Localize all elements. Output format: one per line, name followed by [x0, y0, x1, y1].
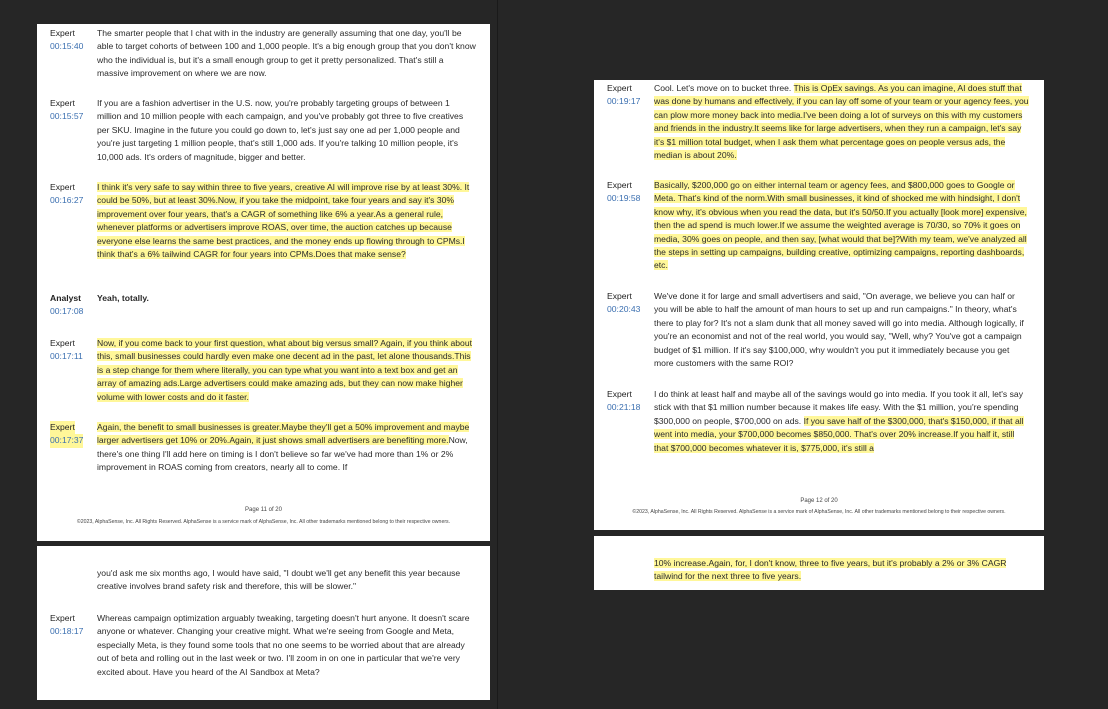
text-segment: Whereas campaign optimization arguably tweaking, targeting doesn't hurt anyone. It doesn't scare anyone or whatever. Changing your creative might. What we're seeing from Google and Meta, especially Meta, is they found some tools that no one seems to be worried about that are already out of beta and rolling out in the last week or two. I'll zoom in on one in particular that we're very excited about. Have you heard of the AI Sandbox at Meta?	[97, 613, 470, 677]
speaker-role: Analyst	[50, 293, 82, 303]
viewer-divider	[497, 0, 498, 709]
speaker-role: Expert	[607, 389, 632, 399]
entry-text	[97, 421, 476, 475]
page-footer: ©2023, AlphaSense, Inc. All Rights Reserved. AlphaSense is a service mark of AlphaSense, Inc. All other trademarks mentioned belong to their respective owners.	[632, 509, 1006, 515]
timestamp: 00:17:37	[50, 434, 83, 447]
entry-text	[97, 337, 476, 404]
timestamp: 00:19:17	[607, 96, 641, 107]
speaker-info	[607, 388, 651, 415]
page-11	[37, 24, 490, 541]
page-footer: ©2023, AlphaSense, Inc. All Rights Reserved. AlphaSense is a service mark of AlphaSense, Inc. All other trademarks mentioned belong to their respective owners.	[76, 519, 451, 525]
highlighted-text: 10% increase.Again, for, I don't know, three to five years, but it's probably a 2% or 3% CAGR tailwind for the next three to five years.	[654, 558, 1007, 582]
entry-text	[654, 290, 1030, 370]
entry-text	[97, 292, 476, 305]
text-segment: Yeah, totally.	[97, 293, 149, 303]
page-12-continuation	[37, 546, 490, 700]
entry-text	[97, 567, 476, 594]
timestamp: 00:17:11	[50, 351, 83, 362]
timestamp: 00:20:43	[607, 304, 641, 315]
speaker-info	[50, 337, 94, 364]
timestamp: 00:19:58	[607, 193, 641, 204]
page-12	[594, 80, 1044, 530]
entry-text	[654, 557, 1030, 584]
highlighted-text: This is OpEx savings. As you can imagine, AI does stuff that was done by humans and effectively, if you can lay off some of your team or your agency fees, you can plow more money back into media.I've been doing a lot of surveys on this with my customers and friends in the industry.It seems like for large advertisers, when they run a campaign, let's say it's $1 million total budget, when I ask them what percentage goes on people versus ads, the median is about 20%.	[654, 83, 1029, 161]
text-segment: I do think at least half and maybe all of the savings would go into media. If you took it all, let's say stick with that $1 million number because it makes life easy. With the $1 million, you're spending $300,000 on people, $700,000 on ads.	[654, 389, 1023, 426]
speaker-info	[50, 292, 94, 319]
speaker-info	[50, 612, 94, 639]
text-segment: Now, there's one thing I'll add here on timing is I don't believe so far we've had more than 1% or 2% improvement in ROAS coming from creators, nearly all to come. If	[97, 435, 468, 473]
highlighted-text: Basically, $200,000 go on either internal team or agency fees, and $800,000 goes to Google or Meta. That's kind of the norm.With small businesses, it kind of shocked me with hindsight, I don't know why, it's obvious when you read the data, but it's 50/50.If you actually [look more] expensive, then the ad spend is much lower.If we assume the weighted average is 70/30, so 70% it goes on media, 30% goes on people, and then say, [what would that be]?With my team, we've analyzed all the steps in setting up campaigns, building creative, optimizing campaigns, reporting dashboards, etc.	[654, 180, 1027, 271]
timestamp: 00:15:40	[50, 41, 84, 52]
timestamp: 00:21:18	[607, 402, 641, 413]
entry-text	[97, 181, 476, 261]
speaker-role: Expert	[607, 180, 632, 190]
speaker-info	[50, 181, 94, 208]
speaker-info	[607, 82, 651, 109]
text-segment: If you are a fashion advertiser in the U.S. now, you're probably targeting groups of between 1 million and 10 million people with each campaign, and you've probably got three to five creatives per SKU. Imagine in the future you could go down to, let's just say one ad per 1,000 people and you're just targeting 1 million people, that's still 1,000 ads. If you're talking 10 million people, it's 10,000 ads. It's orders of magnitude, bigger and better.	[97, 98, 464, 162]
text-segment: The smarter people that I chat with in the industry are generally assuming that one day, you'll be able to target cohorts of between 100 and 1,000 people. It's a big enough group that you don't know who the individual is, but it's a small enough group to get it pretty personalized. That's still a massive improvement on where we are now.	[97, 28, 476, 79]
speaker-role: Expert	[50, 613, 75, 623]
timestamp: 00:16:27	[50, 195, 84, 206]
highlighted-text: If you save half of the $300,000, that's $150,000, if that all went into media, your $700,000 becomes $850,000. That's over 20% increase.If you half it, still that $700,000 becomes whatever it is, $775,000, it's still a	[654, 415, 1024, 453]
speaker-info	[607, 179, 651, 206]
page-number: Page 11 of 20	[245, 507, 282, 513]
speaker-info	[607, 290, 651, 317]
speaker-role: Expert	[607, 83, 632, 93]
text-segment: Cool. Let's move on to bucket three.	[654, 83, 794, 93]
speaker-role: Expert	[50, 338, 75, 348]
page-number: Page 12 of 20	[800, 498, 838, 504]
entry-text	[97, 612, 476, 679]
speaker-role: Expert	[50, 28, 75, 38]
timestamp: 00:18:17	[50, 626, 84, 637]
timestamp: 00:15:57	[50, 111, 84, 122]
entry-text	[654, 82, 1030, 162]
highlighted-text: Now, if you come back to your first question, what about big versus small? Again, if you think about this, small businesses could hardly even make one decent ad in the past, let alone thousands.This is a step change for them where literally, you can type what you want into a text box and get an array of amazing ads.Large advertisers could make amazing ads, but they can now make higher volume with lower costs and do it faster.	[97, 338, 472, 402]
speaker-role: Expert	[607, 291, 632, 301]
speaker-role: Expert	[50, 421, 75, 434]
speaker-info	[50, 421, 94, 448]
speaker-role: Expert	[50, 98, 75, 108]
entry-text	[654, 388, 1030, 455]
entry-text	[97, 97, 476, 164]
highlighted-text: I think it's very safe to say within three to five years, creative AI will improve rise by at least 30%. It could be 50%, but at least 30%.Now, if you take the midpoint, take four years and say it's 30% improvement over four years, that's a CAGR of something like 6% a year.As a general rule, whenever platforms or advertisers improve ROAS, over time, the auction catches up because everyone else learns the same best practices, and the money ends up flowing through to CPMs.I think that's a 6% tailwind CAGR for four years into CPMs.Does that make sense?	[97, 182, 470, 260]
speaker-info	[50, 27, 94, 54]
text-segment: you'd ask me six months ago, I would have said, "I doubt we'll get any benefit this year because creative involves brand safety risk and therefore, this will be slower."	[97, 568, 461, 592]
speaker-role: Expert	[50, 182, 75, 192]
highlighted-text: Again, the benefit to small businesses is greater.Maybe they'll get a 50% improvement and maybe larger advertisers get 10% or 20%.Again, it just shows small advertisers are benefiting more.	[97, 422, 470, 446]
entry-text	[97, 27, 476, 81]
text-segment: We've done it for large and small advertisers and said, "On average, we believe you can half or you will be able to half the amount of man hours to set up and run campaigns." In theory, what's there to play for? It's not a slam dunk that all money saved will go into media. Although logically, if you're an economist and not of the real world, you would say, "Well, why? You've got a campaign budget of $1 million. If it's say $100,000, why wouldn't you put it immediately because you get more customers with the same ROI?	[654, 291, 1024, 369]
entry-text	[654, 179, 1030, 273]
page-13-continuation	[594, 536, 1044, 590]
speaker-info	[50, 97, 94, 124]
timestamp: 00:17:08	[50, 306, 84, 317]
